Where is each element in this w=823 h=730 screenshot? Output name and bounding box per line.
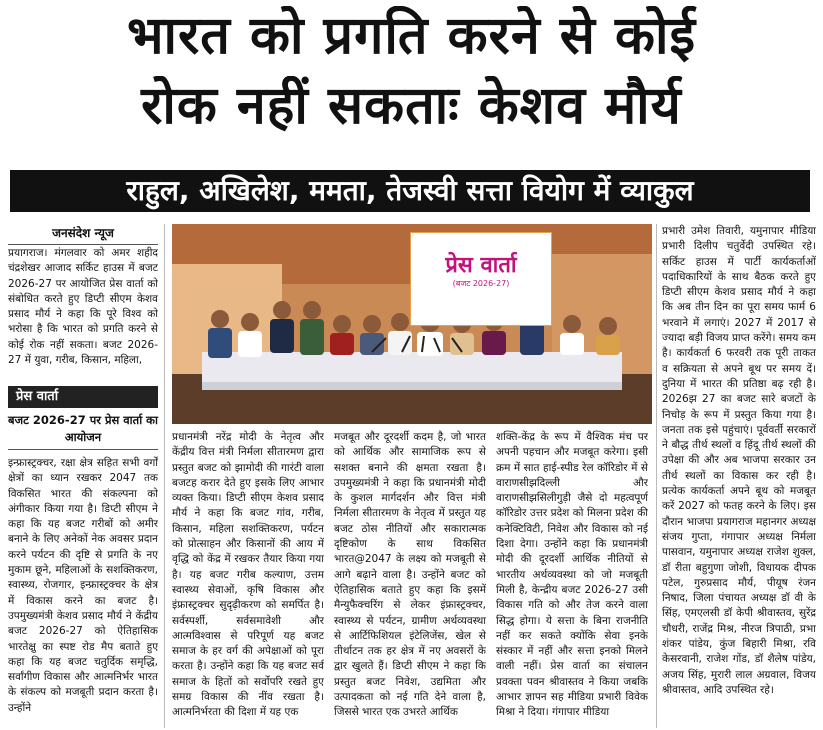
column-3 xyxy=(334,430,486,728)
subheadline-bar: राहुल, अखिलेश, ममता, तेजस्वी सत्ता वियोग में व्याकुल xyxy=(10,170,810,212)
press-banner-subtitle: (बजट 2026-27) xyxy=(452,279,510,288)
column-divider xyxy=(656,224,657,728)
column-5-text: प्रभारी उमेश तिवारी, यमुनापार मीडिया प्रभारी दिलीप चतुर्वेदी उपस्थित रहे। सर्किट हाउस में पार्टी कार्यकर्ताओं पदाधिकारियों के साथ बैठक करते हुए डिप्टी सीएम केशव प्रसाद मौर्य ने कहा कि अब तीन दिन का पूरा समय फार्म 6 भरवाने में लगाएं। 2027 में 2017 से ज्यादा बड़ी विजय प्राप्त करेंगे। समय कम है। कार्यकर्ता 6 फरवरी तक पूरी ताकत व सक्रियता से अपने बूथ पर समय दें। दुनिया में भारत की प्रतिष्ठा बढ़ रही है। 2026झ 27 का बजट सारे बजटों के निचोड़ के रूप में प्रस्तुत किया गया है। जनता तक इसे पहुंचाएं। पूर्ववर्ती सरकारों ने बौद्ध तीर्थ स्थलों व हिंदू तीर्थ स्थलों की उपेक्षा की और अब भाजपा सरकार उन तीर्थ स्थलों का विकास कर रही है। प्रत्येक कार्यकर्ता अपने बूथ को मजबूत करें 2027 को फतह करने के लिए। इस दौरान भाजपा प्रयागराज महानगर अध्यक्ष संजय गुप्ता, गंगापार अध्यक्ष निर्मला पासवान, यमुनापार अध्यक्ष राजेश शुक्ल, डॉ रीता बहुगुणा जोशी, विधायक दीपक पटेल, गुरुप्रसाद मौर्य, पीयूष रंजन निषाद, जिला पंचायत अध्यक्ष डॉ वी के सिंह, एमएलसी डॉ केपी श्रीवास्तव, सुरेंद्र चौधरी, राजेंद्र मिश्र, नीरज त्रिपाठी, प्रभा शंकर पांडेय, कुंज बिहारी मिश्रा, रवि केसरवानी, राजेश गोंड, डॉ शैलेष पांडेय, अजय सिंह, मुरारी लाल अग्रवाल, विजय श्रीवास्तव, आदि उपस्थित रहे। xyxy=(662,225,816,696)
column-4-text: शक्ति-केंद्र के रूप में वैश्विक मंच पर अपनी पहचान और मजबूत करेगा। इसी क्रम में सात हाई-स्पीड रेल कॉरिडोर में से वाराणसीझदिल्ली और वाराणसीझसिलीगुड़ी जैसे दो महत्वपूर्ण कॉरिडोर उत्तर प्रदेश को मिलना प्रदेश की कनेक्टिविटी, निवेश और विकास को नई दिशा देगा। उन्होंने कहा कि प्रधानमंत्री मोदी की दूरदर्शी आर्थिक नीतियों से भारतीय अर्थव्यवस्था को जो मजबूती मिली है, केन्द्रीय बजट 2026-27 उसी विकास गति को और तेज करने वाला सिद्ध होगा। ये सत्ता के बिना राजनीति नहीं कर सकते क्योंकि सेवा इनके संस्कार में नहीं और सत्ता इनको मिलने वाली नहीं। प्रेस वार्ता का संचालन प्रवक्ता पवन श्रीवास्तव ने किया जबकि आभार ज्ञापन सह मीडिया प्रभारी विवेक मिश्रा ने दिया। गंगापार मीडिया xyxy=(496,431,648,719)
byline: जनसंदेश न्यूज xyxy=(8,224,158,245)
column-2 xyxy=(172,430,324,728)
headline-line-1: भारत को प्रगति करने से कोई xyxy=(127,6,696,66)
headline-line-2: रोक नहीं सकताः केशव मौर्य xyxy=(141,76,682,136)
column-1-bottom xyxy=(8,456,158,728)
column-2-text: प्रधानमंत्री नरेंद्र मोदी के नेतृत्व और केंद्रीय वित्त मंत्री निर्मला सीतारमण द्वारा प्रस्तुत बजट को झामोदी की गारंटी वाला बजटह करार देते हुए इसके लिए आभार व्यक्त किया। डिप्टी सीएम केशव प्रसाद मौर्य ने कहा कि बजट गांव, गरीब, किसान, महिला सशक्तिकरण, पर्यटन को प्रोत्साहन और किसानों की आय में वृद्धि को केंद्र में रखकर तैयार किया गया है। यह बजट गरीब कल्याण, उत्तम स्वास्थ्य सेवाओं, कृषि विकास और इंफ्रास्ट्रक्चर सुदृढ़ीकरण को समर्पित है। सर्वस्पर्शी, सर्वसमावेशी और आत्मविश्वास से परिपूर्ण यह बजट समाज के हर वर्ग की अपेक्षाओं को पूरा करता है। उन्होंने कहा कि यह बजट सर्व समाज के हितों को सर्वोपरि रखते हुए समग्र विकास की नींव रखता है। आत्मनिर्भरता की दिशा में यह एक xyxy=(172,431,324,719)
section-caption: बजट 2026-27 पर प्रेस वार्ता का आयोजन xyxy=(8,412,158,450)
press-banner xyxy=(410,232,552,326)
column-5 xyxy=(662,224,816,728)
press-banner-title: प्रेस वार्ता xyxy=(445,253,517,278)
column-4 xyxy=(496,430,648,728)
column-1-top xyxy=(8,246,158,382)
column-divider xyxy=(164,224,165,728)
column-3-text: मजबूत और दूरदर्शी कदम है, जो भारत को आर्थिक और सामाजिक रूप से सशक्त बनाने की क्षमता रखता है। उपमुख्यमंत्री ने कहा कि प्रधानमंत्री मोदी के कुशल मार्गदर्शन और वित्त मंत्री निर्मला सीतारमण के नेतृत्व में प्रस्तुत यह बजट ठोस नीतियों और सकारात्मक दृष्टिकोण के साथ विकसित भारत@2047 के लक्ष्य को मजबूती से आगे बढ़ाने वाला है। उन्होंने बजट को ऐतिहासिक बताते हुए कहा कि इसमें मैन्युफैक्चरिंग से लेकर इंफ्रास्ट्रक्चर, स्वास्थ्य से पर्यटन, ग्रामीण अर्थव्यवस्था से आर्टिफिशियल इंटेलिजेंस, खेल से तीर्थाटन तक हर क्षेत्र में नए अवसरों के द्वार खुलते हैं। डिप्टी सीएम ने कहा कि प्रस्तुत बजट निवेश, उद्यमिता और उत्पादकता को नई गति देने वाला है, जिससे भारत एक उभरते आर्थिक xyxy=(334,431,486,719)
column-1-bottom-text: इन्फ्रास्ट्रक्चर, रक्षा क्षेत्र सहित सभी वर्गों क्षेत्रों का ध्यान रखकर 2047 तक विकसित भारत की संकल्पना को अंगीकार किया गया है। डिप्टी सीएम ने कहा कि यह बजट गरीबों को अमीर बनाने के लिए अनेकों नेक अवसर प्रदान करने पर्यटन की दृष्टि से प्रगति के नए मुकाम छूने, महिलाओं के सशक्तिकरण, स्वास्थ्य, रोजगार, इन्फ्रास्ट्रक्चर के क्षेत्र में विकास करने का बजट है। उपमुख्यमंत्री केशव प्रसाद मौर्य ने केंद्रीय बजट 2026-27 को ऐतिहासिक भारतेक्षु का स्पष्ट रोड मैप बताते हुए कहा कि यह बजट चतुर्दिक समृद्धि, सर्वांगीण विकास और आत्मनिर्भर भारत के संकल्प को मजबूती प्रदान करता है। उन्होंने xyxy=(8,457,158,714)
column-1-top-text: प्रयागराज। मंगलवार को अमर शहीद चंद्रशेखर आजाद सर्किट हाउस में बजट 2026-27 पर आयोजित प्रेस वार्ता को संबोधित करते हुए डिप्टी सीएम केशव प्रसाद मौर्य ने कहा कि पूरे विश्व को भरोसा है कि भारत को प्रगति करने से कोई रोक नहीं सकता। बजट 2026-27 में युवा, गरीब, किसान, महिला, xyxy=(8,247,158,367)
section-label-box: प्रेस वार्ता xyxy=(8,386,158,408)
